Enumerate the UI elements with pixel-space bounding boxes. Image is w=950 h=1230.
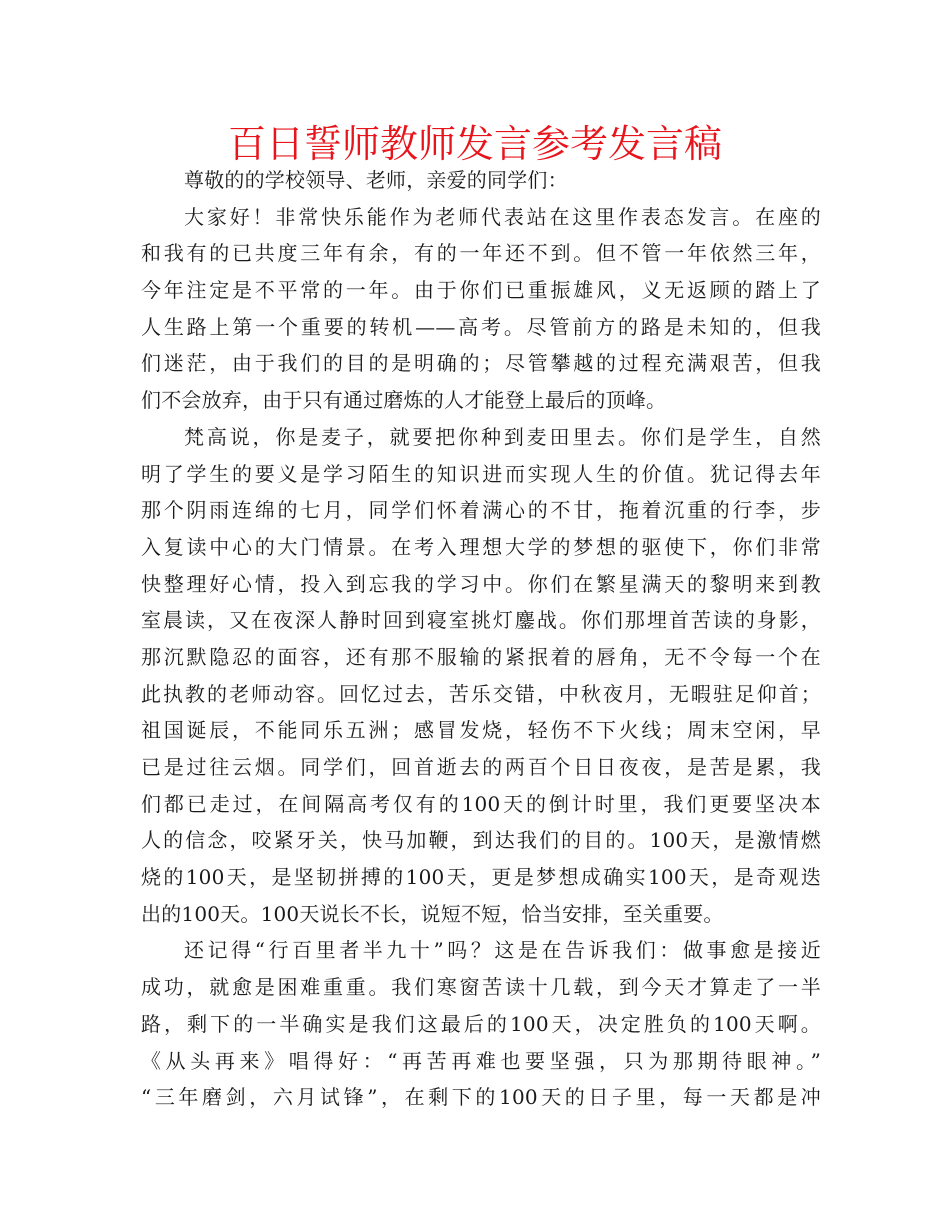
body-text-line: 人的信念，咬紧牙关，快马加鞭，到达我们的目的。100天，是激情燃: [141, 828, 821, 853]
body-text-line: 已是过往云烟。同学们，回首逝去的两百个日日夜夜，是苦是累，我: [141, 755, 821, 779]
body-text-line: 明了学生的要义是学习陌生的知识进而实现人生的价值。犹记得去年: [141, 461, 821, 486]
body-text-line: 还记得“行百里者半九十”吗？这是在告诉我们：做事愈是接近: [184, 938, 821, 963]
body-text-line: 室晨读，又在夜深人静时回到寝室挑灯鏖战。你们那埋首苦读的身影，: [141, 608, 821, 633]
body-text-line: “三年磨剑，六月试锋”，在剩下的100天的日子里，每一天都是冲: [141, 1085, 821, 1110]
body-text-line: 大家好！非常快乐能作为老师代表站在这里作表态发言。在座的: [184, 204, 821, 229]
body-text-line: 梵高说，你是麦子，就要把你种到麦田里去。你们是学生，自然: [184, 424, 821, 449]
body-text-line: 此执教的老师动容。回忆过去，苦乐交错，中秋夜月，无暇驻足仰首；: [141, 681, 821, 706]
body-text-line: 和我有的已共度三年有余，有的一年还不到。但不管一年依然三年，: [141, 241, 821, 266]
body-text-line: 尊敬的的学校领导、老师，亲爱的同学们：: [184, 168, 568, 192]
body-text-line: 出的100天。100天说长不长，说短不短，恰当安排，至关重要。: [141, 901, 724, 926]
body-text-line: 们都已走过，在间隔高考仅有的100天的倒计时里，我们更要坚决本: [141, 791, 821, 816]
body-text-line: 快整理好心情，投入到忘我的学习中。你们在繁星满天的黎明来到教: [141, 571, 821, 596]
body-text-line: 今年注定是不平常的一年。由于你们已重振雄风，义无返顾的踏上了: [141, 278, 821, 303]
body-text-line: 烧的100天，是坚韧拼搏的100天，更是梦想成确实100天，是奇观迭: [141, 865, 821, 890]
body-text-line: 成功，就愈是困难重重。我们寒窗苦读十几载，到今天才算走了一半: [141, 975, 821, 1000]
body-text-line: 那个阴雨连绵的七月，同学们怀着满心的不甘，拖着沉重的行李，步: [141, 498, 821, 523]
document-body: [141, 162, 821, 1116]
body-text-line: 祖国诞辰，不能同乐五洲；感冒发烧，轻伤不下火线；周末空闲，早: [141, 718, 821, 743]
body-text-line: 那沉默隐忍的面容，还有那不服输的紧抿着的唇角，无不令每一个在: [141, 644, 821, 669]
body-text-line: 人生路上第一个重要的转机——高考。尽管前方的路是未知的，但我: [141, 314, 821, 339]
body-text-line: 们迷茫，由于我们的目的是明确的；尽管攀越的过程充满艰苦，但我: [141, 351, 821, 376]
body-text-line: 们不会放弃，由于只有通过磨炼的人才能登上最后的顶峰。: [141, 388, 667, 413]
body-text-line: 路，剩下的一半确实是我们这最后的100天，决定胜负的100天啊。: [141, 1011, 821, 1036]
body-text-line: 入复读中心的大门情景。在考入理想大学的梦想的驱使下，你们非常: [141, 534, 821, 559]
document-title: 百日誓师教师发言参考发言稿: [227, 122, 722, 166]
body-text-line: 《从头再来》唱得好：“再苦再难也要坚强，只为那期待眼神。”: [141, 1048, 821, 1073]
